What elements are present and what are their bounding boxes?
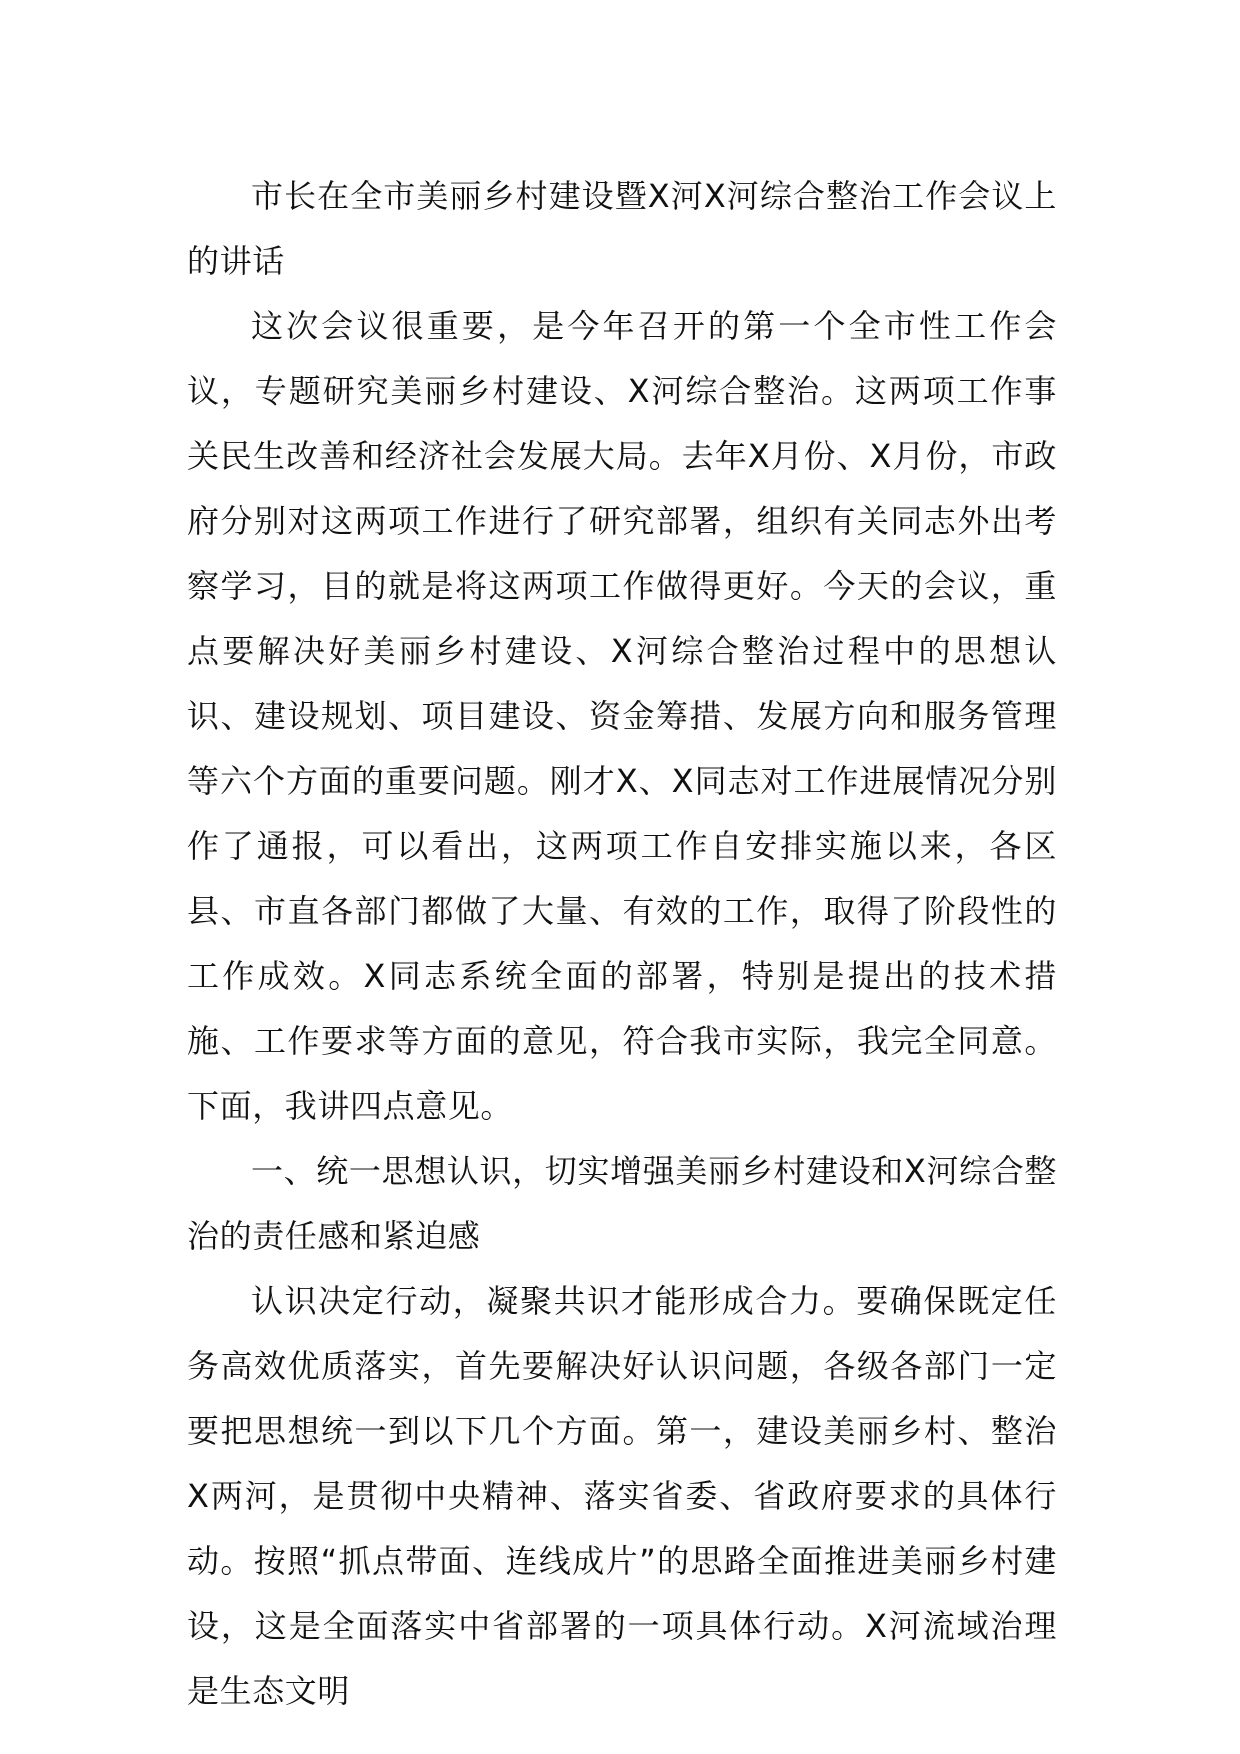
paragraph-intro: 这次会议很重要，是今年召开的第一个全市性工作会议，专题研究美丽乡村建设、X河综合整治。这两项工作事关民生改善和经济社会发展大局。去年X月份、X月份，市政府分别对这两项工作进行了研究部署，组织有关同志外出考察学习，目的就是将这两项工作做得更好。今天的会议，重点要解决好美丽乡村建设、X河综合整治过程中的思想认识、建设规划、项目建设、资金筹措、发展方向和服务管理等六个方面的重要问题。刚才X、X同志对工作进展情况分别作了通报，可以看出，这两项工作自安排实施以来，各区县、市直各部门都做了大量、有效的工作，取得了阶段性的工作成效。X同志系统全面的部署，特别是提出的技术措施、工作要求等方面的意见，符合我市实际，我完全同意。下面，我讲四点意见。	[187, 307, 1057, 1125]
paragraph-section-1: 认识决定行动，凝聚共识才能形成合力。要确保既定任务高效优质落实，首先要解决好认识问题，各级各部门一定要把思想统一到以下几个方面。第一，建设美丽乡村、整治X两河，是贯彻中央精神、落实省委、省政府要求的具体行动。按照“抓点带面、连线成片”的思路全面推进美丽乡村建设，这是全面落实中省部署的一项具体行动。X河流域治理是生态文明	[187, 1282, 1057, 1710]
document-body	[187, 164, 1057, 1724]
document-title: 市长在全市美丽乡村建设暨X河X河综合整治工作会议上的讲话	[187, 177, 1057, 280]
section-heading-1: 一、统一思想认识，切实增强美丽乡村建设和X河综合整治的责任感和紧迫感	[187, 1152, 1057, 1255]
